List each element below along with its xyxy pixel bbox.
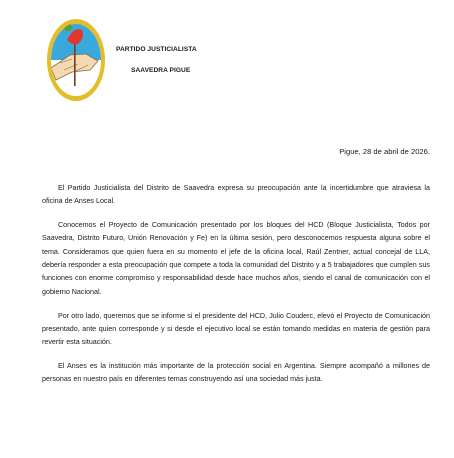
peronist-shield-icon <box>46 18 106 102</box>
paragraph: Conocemos el Proyecto de Comunicación presentado por los bloques del HCD (Bloque Justicialista, Todos por Saavedra, Distrito Futuro, Unión Renovación y Fe) en la última sesión, pero desconocemos respuesta alguna sobre el tema. Consideramos que quien fuera en su momento el jefe de la oficina local, Raúl Zentner, actual concejal de LLA, debería responder a esta preocupación que compete a toda la comunidad del Distrito y a 5 trabajadores que cumplen sus funciones con enorme compromiso y responsabilidad desde hace muchos años, siendo el canal de comunicación con el gobierno Nacional. <box>42 221 430 296</box>
org-location: SAAVEDRA PIGUE <box>131 67 191 74</box>
paragraph: El Partido Justicialista del Distrito de Saavedra expresa su preocupación ante la incertidumbre que atraviesa la oficina de Anses Local. <box>42 184 430 206</box>
paragraph: El Anses es la institución más importante de la protección social en Argentina. Siempre acompañó a millones de personas en nuestro país en diferentes temas construyendo así una sociedad más justa. <box>42 362 430 384</box>
paragraph: Por otro lado, queremos que se informe si el presidente del HCD, Julio Couderc, elevó el Proyecto de Comunicación presentado, ante quien corresponde y si desde el ejecutivo local se están tomando medidas en materia de gestión para revertir esta situación. <box>42 311 430 347</box>
party-logo <box>46 18 106 102</box>
letter-body <box>42 182 430 397</box>
org-name: PARTIDO JUSTICIALISTA <box>116 46 197 53</box>
letter-date: Pigue, 28 de abril de 2026. <box>339 147 430 156</box>
